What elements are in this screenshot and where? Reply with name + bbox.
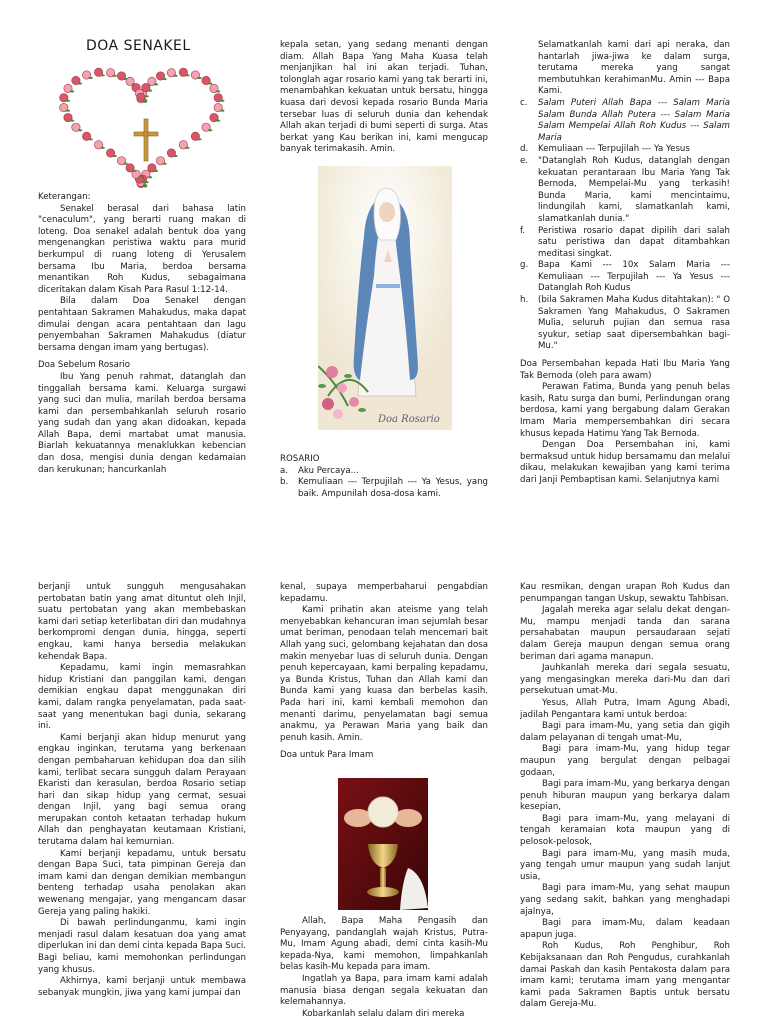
paragraph: Dengan Doa Persembahan ini, kami bermaksud untuk hidup bersamamu dan melalui dikau, melakukan kewajiban yang kami terima dari Janji Pembaptisan kami. Selanjutnya kami — [520, 440, 730, 485]
list-item — [520, 156, 730, 226]
list-text: (bila Sakramen Maha Kudus ditahtakan): " O Sakramen Yang Mahakudus, O Sakramen Mulia, seluruh pujian dan semua rasa syukur, setiap saat dipersembahkan bagi-Mu." — [538, 295, 730, 352]
leaf — [208, 129, 212, 131]
list-item — [520, 144, 730, 156]
paragraph: Kobarkanlah selalu dalam diri mereka — [302, 1008, 465, 1019]
list-label: d. — [520, 144, 529, 155]
leaf — [123, 163, 127, 165]
column-3-top — [520, 40, 730, 487]
paragraph: Bagi para imam-Mu, yang berkarya dengan penuh hiburan maupun yang berkarya dalam kesepian, — [520, 779, 730, 813]
list-text: "Datanglah Roh Kudus, datanglah dengan kekuatan perantaraan Ibu Maria Yang Tak Bernoda, Mempelai-Mu yang terkasih! Bunda Maria, kami mencintaimu, lindungilah kami, slamatkanlah kami, slamatkanlah dunia." — [538, 155, 730, 224]
leaf — [220, 100, 224, 102]
leaf — [154, 170, 158, 172]
paragraph: Kami berjanji akan hidup menurut yang engkau inginkan, terutama yang berkenaan dengan pembaharuan kehidupan doa dan silih kami, terlibat secara sungguh dalam Perayaan Ekaristi dan kerasulan, berdoa Rosario setiap hari dan sikap hidup yang cermat, sesuai dengan Injil, yang bagi semua orang merupakan contoh ketaatan terhadap hukum Allah dan penghayatan keutamaan Kristiani, terutama dalam hal kemurnian. — [38, 732, 246, 848]
paragraph: Yesus, Allah Putra, Imam Agung Abadi, jadilah Pengantara kami untuk berdoa: — [520, 697, 730, 720]
leaf — [78, 82, 82, 84]
leaf — [154, 83, 158, 85]
column-2-bottom — [280, 582, 488, 762]
section-heading: Doa Persembahan kepada Hati Ibu Maria Yang Tak Bernoda (oleh para awam) — [520, 359, 730, 381]
leaf — [138, 176, 142, 178]
paragraph: Bagi para imam-Mu, yang setia dan gigih dalam pelayanan di tengah umat-Mu, — [520, 721, 730, 743]
leaf — [112, 75, 116, 77]
leaf — [88, 77, 92, 79]
page-title: DOA SENAKEL — [86, 38, 191, 54]
leaf — [220, 110, 224, 112]
paragraph: Bagi para imam-Mu, yang melayani di tengah keramaian kota maupun yang di pelosok-pelosok, — [520, 813, 730, 848]
column-1-top — [38, 192, 246, 476]
paragraph: Jauhkanlah mereka dari segala sesuatu, yang mengasingkan mereka dari-Mu dan dari persekutuan umat-Mu. — [520, 663, 730, 697]
list-text: Bapa Kami --- 10x Salam Maria --- Kemuliaan --- Terpujilah --- Ya Yesus --- Datanglah Roh Kudus — [538, 260, 730, 294]
list-text: Kemuliaan --- Terpujilah --- Ya Yesus — [538, 144, 690, 155]
leaf — [78, 129, 82, 131]
leaf — [132, 170, 136, 172]
paragraph: Selamatkanlah kami dari api neraka, dan hantarlah jiwa-jiwa ke dalam surga, terutama mereka yang sangat membutuhkan kerahimanMu. Amin --- Bapa Kami. — [538, 40, 730, 97]
mary-rosary-image — [318, 166, 452, 430]
leaf — [162, 78, 166, 80]
paragraph: kenal, supaya memperbaharui pengabdian kepadamu. — [280, 582, 488, 604]
column-3-bottom — [520, 582, 730, 1011]
list-item — [520, 98, 730, 144]
list-item — [520, 295, 730, 353]
paragraph: Akhirnya, kami berjanji untuk membawa sebanyak mungkin, jiwa yang kami jumpai dan — [38, 976, 246, 998]
paragraph: Senakel berasal dari bahasa latin "cenaculum", yang berarti ruang makan di loteng. Doa senakel adalah bentuk doa yang mengenangkan peristiwa waktu para murid berkumpul di ruang loteng di Yerusalem bersama Ibu Maria, berdoa bersama menantikan Roh Kudus, sebagaimana diceritakan dalam Kisah Para Rasul 1:12-14. — [38, 203, 246, 295]
paragraph: Di bawah perlindunganmu, kami ingin menjadi rasul dalam kesatuan doa yang amat diperlukan ini dan demi cinta kepada Bapa Suci. Bagi beliau, kami memohonkan perlindungan yang khusus. — [38, 918, 246, 975]
leaf — [173, 155, 177, 157]
leaf — [173, 75, 177, 77]
column-2-bottom-cont — [280, 916, 488, 1020]
rosary-heart-image — [40, 52, 242, 190]
section-heading: Doa untuk Para Imam — [280, 750, 374, 761]
list-item — [520, 226, 730, 261]
rosario-section — [280, 454, 488, 500]
leaf — [148, 176, 152, 178]
leaf — [88, 138, 92, 140]
leaf — [66, 110, 70, 112]
cross-icon — [134, 119, 158, 161]
leaf — [100, 74, 104, 76]
paragraph: berjanji untuk sungguh mengusahakan pertobatan batin yang amat dituntut oleh Injil, suatu pertobatan yang akan membebaskan kami dari setiap keterlibatan diri dan mudahnya berkompromi dengan dunia, hingga, seperti engkau, kami hanya bersedia melakukan kehendak Bapa. — [38, 582, 246, 662]
section-heading: ROSARIO — [280, 454, 320, 464]
list-item — [280, 466, 488, 478]
list-label: h. — [520, 295, 529, 306]
leaf — [185, 74, 189, 76]
leaf — [216, 120, 220, 122]
column-1-bottom — [38, 582, 246, 999]
leaf — [112, 155, 116, 157]
list-label: c. — [520, 97, 528, 108]
leaf — [197, 77, 201, 79]
list-item — [280, 477, 488, 500]
paragraph: Bagi para imam-Mu, yang hidup tegar maupun yang bergulat dengan pelbagai godaan, — [520, 744, 730, 778]
keterangan-heading: Keterangan: — [38, 192, 91, 202]
paragraph: Bagi para imam-Mu, yang sehat maupun yang sedang sakit, bahkan yang menghadapi ajalnya, — [520, 883, 730, 917]
paragraph: Kami prihatin akan ateisme yang telah menyebabkan kehancuran iman sejumlah besar umat beriman, penodaan telah mencemari bait Allah yang suci, gelombang kejahatan dan dosa makin menyebar luas di seluruh dunia. Dengan penuh kepercayaan, kami berpaling kepadamu, ya Bunda Kristus, Tuhan dan Allah kami dan Bunda kami yang kuasa dan berbelas kasih. Pada hari ini, kami kembali memohon dan menanti darimu, penyelamatan bagi semua anakmu, ya Perawan Maria yang baik dan penuh kasih. Amin. — [280, 605, 488, 743]
list-text: Peristiwa rosario dapat dipilih dari salah satu peristiwa dan dapat ditambahkan meditasi singkat. — [538, 225, 730, 259]
paragraph: Kepadamu, kami ingin memasrahkan hidup Kristiani dan panggilan kami, dengan demikian engkau dapat menggunakan diri kami, dalam rangka penyelamatan, pada saat-saat yang menentukan bagi dunia, sekarang ini. — [38, 663, 246, 732]
paragraph: Roh Kudus, Roh Penghibur, Roh Kebijaksanaan dan Roh Pengudus, curahkanlah damai Paskah dan kasih Pentakosta dalam para imam kami; terutama imam yang mengantar kami pada Sakramen Baptis untuk bersatu dalam Gereja-Mu. — [520, 941, 730, 1010]
chalice-host-image — [338, 778, 428, 910]
paragraph: kepala setan, yang sedang menanti dengan diam. Allah Bapa Yang Maha Kuasa telah menjanjikan hal ini akan terjadi. Tuhan, tolonglah agar rosario kami yang tak berarti ini, menambahkan kekuatan untuk bersatu, hingga kuasa dari devosi kepada rosario Bunda Maria tersebar luas di seluruh dunia dan kehendak Allah akan terjadi di bumi seperti di surga. Atas berkat yang Kau berikan ini, kami mengucap banyak terimakasih. Amin. — [280, 40, 488, 155]
list-item — [520, 260, 730, 295]
column-2-top — [280, 40, 488, 156]
section-heading: Doa Sebelum Rosario — [38, 360, 131, 371]
image-caption: Doa Rosario — [378, 414, 440, 425]
leaf — [185, 147, 189, 149]
paragraph: Bagi para imam-Mu, dalam keadaan apapun juga. — [520, 918, 730, 940]
leaf — [208, 82, 212, 84]
paragraph: Bagi para imam-Mu, yang masih muda, yang tengah umur maupun yang sudah lanjut usia, — [520, 848, 730, 882]
leaf — [70, 90, 74, 92]
list-text: Kemuliaan --- Terpujilah --- Ya Yesus, yang baik. Ampunilah dosa-dosa kami. — [298, 477, 488, 499]
leaf — [66, 100, 70, 102]
leaf — [143, 99, 147, 101]
leaf — [143, 184, 147, 186]
paragraph: Allah, Bapa Maha Pengasih dan Penyayang, pandanglah wajah Kristus, Putra-Mu, Imam Agung abadi, demi cinta kasih-Mu kepada-Nya, kami memohon, limpahkanlah belas kasih-Mu kepada para imam. — [280, 916, 488, 973]
leaf — [216, 90, 220, 92]
leaf — [148, 90, 152, 92]
list-label: g. — [520, 260, 529, 271]
paragraph: Ibu Yang penuh rahmat, datanglah dan tinggallah bersama kami. Keluarga surgawi yang suci dan mulia, marilah berdoa bersama kami dan persembahkanlah seluruh rosario yang sudah dan yang akan didoakan, kepada Allah Bapa, demi martabat umat manusia. Biarlah kekuatannya menaklukkan kebencian dan dosa, mengisi dunia dengan kedamaian dan kerukunan; hancurkanlah — [38, 371, 246, 475]
list-text: Salam Puteri Allah Bapa --- Salam Maria Salam Bunda Allah Putera --- Salam Maria Salam Mempelai Allah Roh Kudus --- Salam Maria — [538, 97, 730, 143]
leaf — [197, 138, 201, 140]
paragraph: Ingatlah ya Bapa, para imam kami adalah manusia biasa dengan segala kekuatan dan kelemahannya. — [280, 973, 488, 1008]
paragraph: Perawan Fatima, Bunda yang penuh belas kasih, Ratu surga dan bumi, Perlindungan orang berdosa, kami yang bergabung dalam Gerakan Imam Maria mempersembahkan diri secara khusus kepada Hatimu Yang Tak Bernoda. — [520, 382, 730, 439]
list-label: e. — [520, 155, 529, 166]
list-label: b. — [280, 477, 289, 488]
paragraph: Kami berjanji kepadamu, untuk bersatu dengan Bapa Suci, tata pimpinan Gereja dan imam kami dan dengan demikian membangun benteng terhadap usaha penolakan akan wewenang mengajar, yang mengancam dasar Gereja yang paling hakiki. — [38, 848, 246, 917]
leaf — [100, 147, 104, 149]
paragraph: Bila dalam Doa Senakel dengan pentahtaan Sakramen Mahakudus, maka dapat dimulai dengan acara pentahtaan dan lagu penyembahan Sakramen Mahakudus (diatur bersama dengan imam yang bertugas). — [38, 296, 246, 353]
rose-beads — [60, 68, 225, 187]
paragraph: Kau resmikan, dengan urapan Roh Kudus dan penumpangan tangan Uskup, sewaktu Tahbisan. — [520, 582, 730, 604]
list-label: f. — [520, 225, 526, 236]
list-text: Aku Percaya... — [298, 465, 359, 476]
leaf — [162, 163, 166, 165]
paragraph: Jagalah mereka agar selalu dekat dengan-Mu, mampu menjadi tanda dan sarana persahabatan maupun persaudaraan sejati dalam Gereja maupun dengan semua orang beriman dari agama manapun. — [520, 605, 730, 662]
leaf — [141, 181, 145, 183]
leaf — [70, 120, 74, 122]
list-label: a. — [280, 465, 288, 476]
